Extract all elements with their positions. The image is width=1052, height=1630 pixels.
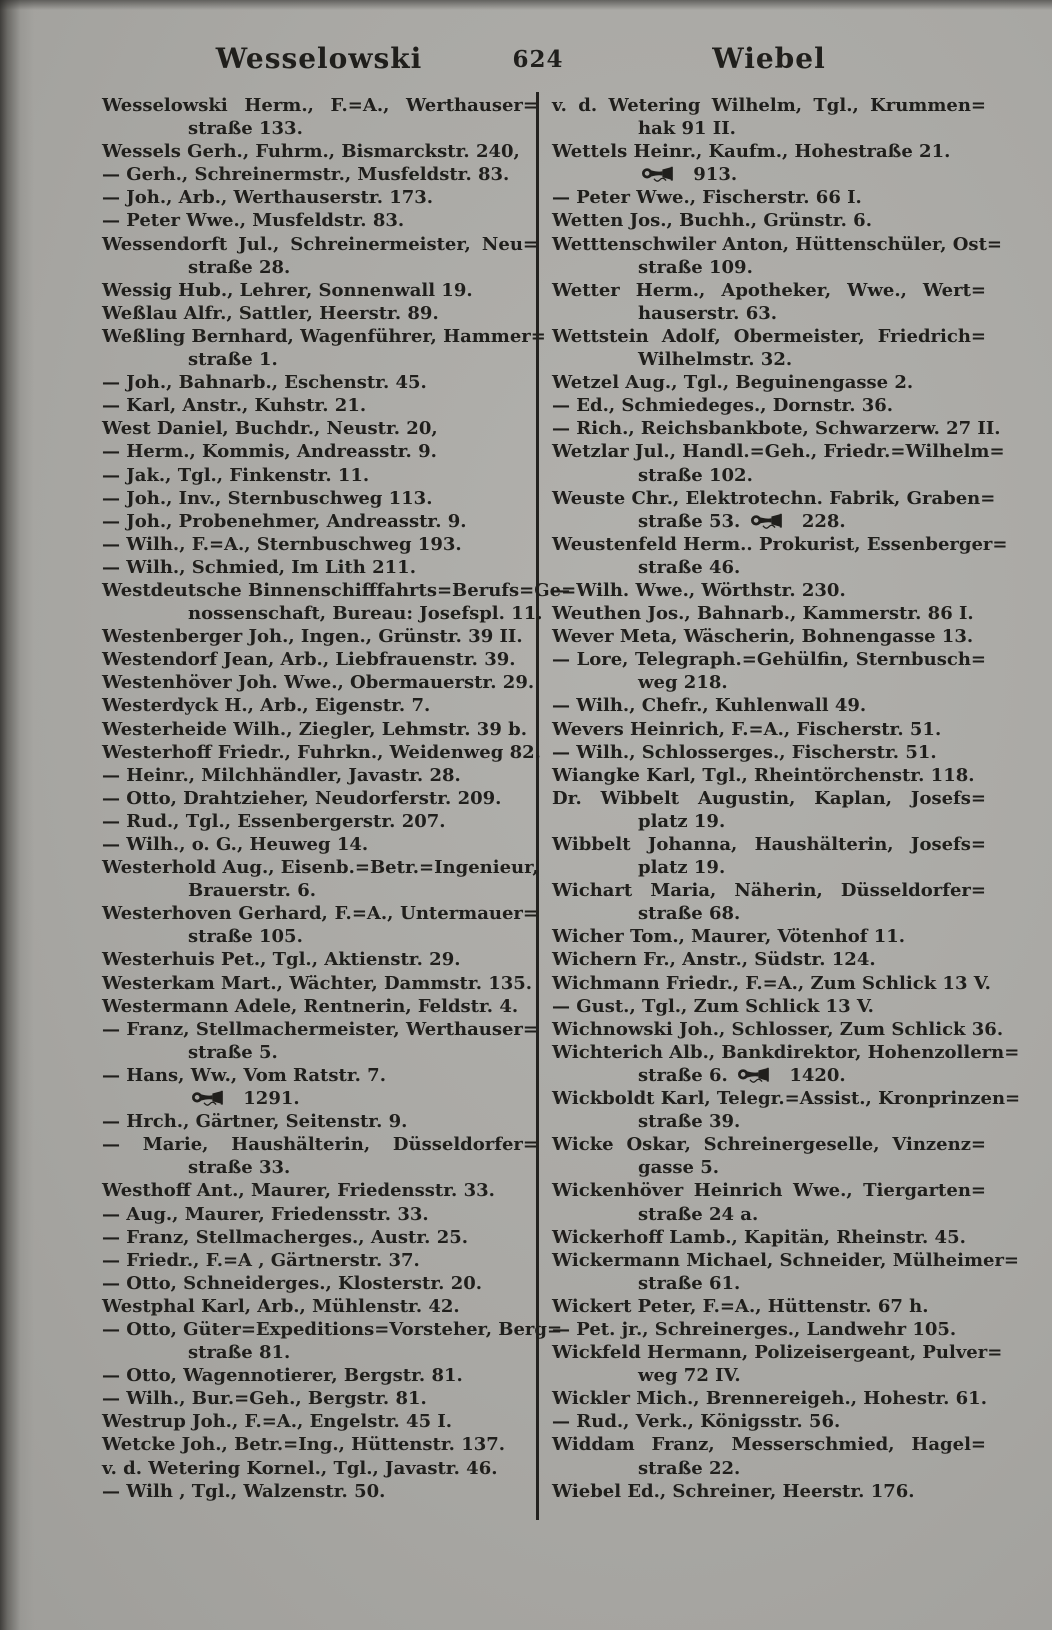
directory-entry bbox=[102, 233, 538, 279]
directory-entry bbox=[552, 394, 986, 417]
entry-line: — Franz, Stellmachermeister, Werthauser= bbox=[102, 1018, 538, 1040]
entry-line: — Pet. jr., Schreinerges., Landwehr 105. bbox=[552, 1318, 957, 1340]
directory-entry bbox=[552, 1018, 1004, 1041]
directory-entry bbox=[102, 764, 538, 787]
directory-entry bbox=[552, 1226, 986, 1249]
directory-entry bbox=[102, 533, 538, 556]
directory-entry bbox=[552, 487, 996, 533]
entry-line: Westerkam Mart., Wächter, Dammstr. 135. bbox=[102, 972, 533, 994]
directory-entry bbox=[102, 833, 538, 856]
entry-line: Wicher Tom., Maurer, Vötenhof 11. bbox=[552, 926, 906, 948]
entry-line: — Gust., Tgl., Zum Schlick 13 V. bbox=[552, 995, 874, 1017]
entry-line: Wibbelt Johanna, Haushälterin, Josefs= bbox=[552, 834, 986, 855]
directory-entry bbox=[552, 925, 986, 948]
telephone-icon bbox=[738, 1065, 774, 1085]
entry-line: — Friedr., F.=A , Gärtnerstr. 37. bbox=[102, 1249, 420, 1271]
entry-line: Westerdyck H., Arb., Eigenstr. 7. bbox=[102, 695, 431, 717]
entry-line: Westermann Adele, Rentnerin, Feldstr. 4. bbox=[102, 995, 519, 1017]
entry-line: Westendorf Jean, Arb., Liebfrauenstr. 39. bbox=[102, 649, 516, 671]
directory-entry bbox=[102, 556, 538, 579]
entry-line: Wicke Oskar, Schreinergeselle, Vinzenz= bbox=[552, 1134, 986, 1156]
entry-line: — Gerh., Schreinermstr., Musfeldstr. 83. bbox=[102, 164, 510, 186]
entry-line: — Wilh , Tgl., Walzenstr. 50. bbox=[102, 1480, 386, 1502]
directory-entry bbox=[102, 209, 538, 232]
entry-line: Westerhold Aug., Eisenb.=Betr.=Ingenieur, bbox=[102, 857, 539, 879]
directory-entry bbox=[552, 94, 986, 140]
entry-line: Wickfeld Hermann, Polizeisergeant, Pulver= bbox=[552, 1342, 1003, 1364]
directory-entry bbox=[102, 1364, 538, 1387]
entry-line: Westhoff Ant., Maurer, Friedensstr. 33. bbox=[102, 1180, 495, 1202]
directory-entry bbox=[552, 648, 986, 694]
entry-line: v. d. Wetering Wilhelm, Tgl., Krummen= bbox=[552, 95, 986, 116]
directory-entry bbox=[552, 787, 986, 833]
entry-line: — Wilh., o. G., Heuweg 14. bbox=[102, 834, 369, 855]
directory-entry bbox=[102, 1179, 538, 1202]
directory-entry bbox=[552, 625, 986, 648]
entry-line: Brauerstr. 6. bbox=[188, 880, 316, 902]
entry-line: Westerheide Wilh., Ziegler, Lehmstr. 39 b. bbox=[102, 718, 527, 740]
entry-line: Wessendorft Jul., Schreinermeister, Neu= bbox=[102, 233, 538, 255]
entry-line: Wichart Maria, Näherin, Düsseldorfer= bbox=[552, 880, 986, 902]
directory-entry bbox=[102, 1433, 538, 1456]
directory-entry bbox=[102, 1249, 538, 1272]
directory-entry bbox=[102, 1480, 538, 1503]
entry-line: Westrup Joh., F.=A., Engelstr. 45 I. bbox=[102, 1411, 453, 1433]
entry-line: straße 81. bbox=[188, 1342, 291, 1364]
entry-line: Weuthen Jos., Bahnarb., Kammerstr. 86 I. bbox=[552, 603, 974, 625]
entry-line: Wetttenschwiler Anton, Hüttenschüler, Ost= bbox=[552, 233, 1002, 255]
entry-line: Wichern Fr., Anstr., Südstr. 124. bbox=[552, 949, 876, 971]
directory-entry bbox=[552, 140, 986, 186]
entry-line: straße 133. bbox=[188, 118, 303, 140]
directory-column-left bbox=[102, 94, 577, 1503]
directory-entry bbox=[552, 417, 1001, 440]
entry-line: 913. bbox=[552, 163, 986, 186]
directory-entry bbox=[102, 279, 538, 302]
entry-line: Wettels Heinr., Kaufm., Hohestraße 21. bbox=[552, 141, 951, 163]
entry-line: Wever Meta, Wäscherin, Bohnengasse 13. bbox=[552, 626, 974, 648]
entry-line: straße 6. 1420. bbox=[638, 1064, 846, 1086]
directory-entry bbox=[102, 302, 538, 325]
entry-line: Westerhoff Friedr., Fuhrkn., Weidenweg 82. bbox=[102, 741, 541, 763]
entry-line: straße 102. bbox=[638, 464, 753, 486]
entry-line: Wickermann Michael, Schneider, Mülheimer= bbox=[552, 1249, 1020, 1271]
directory-entry bbox=[102, 394, 538, 417]
directory-entry bbox=[552, 718, 986, 741]
entry-line: — Marie, Haushälterin, Düsseldorfer= bbox=[102, 1134, 538, 1156]
entry-line: straße 46. bbox=[638, 556, 741, 578]
directory-entry bbox=[102, 325, 546, 371]
directory-entry bbox=[552, 948, 986, 971]
entry-line: Widdam Franz, Messerschmied, Hagel= bbox=[552, 1434, 986, 1456]
entry-line: Wickenhöver Heinrich Wwe., Tiergarten= bbox=[552, 1180, 986, 1202]
entry-line: Wessels Gerh., Fuhrm., Bismarckstr. 240, bbox=[102, 141, 520, 163]
entry-line: Wichmann Friedr., F.=A., Zum Schlick 13 V. bbox=[552, 972, 991, 994]
directory-entry bbox=[552, 209, 986, 232]
entry-line: straße 109. bbox=[638, 256, 753, 278]
directory-entry bbox=[552, 1087, 1021, 1133]
scan-edge-shadow bbox=[0, 0, 34, 1630]
directory-entry bbox=[552, 1249, 1020, 1295]
directory-entry bbox=[102, 440, 538, 463]
entry-line: — Ed., Schmiedeges., Dornstr. 36. bbox=[552, 395, 894, 417]
directory-entry bbox=[552, 764, 986, 787]
entry-line: weg 72 IV. bbox=[638, 1365, 741, 1387]
entry-line: straße 33. bbox=[188, 1157, 291, 1179]
entry-line: hak 91 II. bbox=[638, 118, 736, 140]
entry-line: 1291. bbox=[102, 1087, 538, 1110]
directory-entry bbox=[552, 579, 986, 602]
entry-line: Wickerhoff Lamb., Kapitän, Rheinstr. 45. bbox=[552, 1226, 966, 1248]
entry-line: Wickboldt Karl, Telegr.=Assist., Kronprinzen= bbox=[552, 1088, 1021, 1110]
entry-line: Wickler Mich., Brennereigeh., Hohestr. 61. bbox=[552, 1388, 987, 1410]
entry-line: — Lore, Telegraph.=Gehülfin, Sternbusch= bbox=[552, 649, 986, 671]
directory-entry bbox=[102, 371, 538, 394]
directory-entry bbox=[552, 1387, 986, 1410]
entry-line: Westerhuis Pet., Tgl., Aktienstr. 29. bbox=[102, 949, 461, 971]
entry-line: — Otto, Schneiderges., Klosterstr. 20. bbox=[102, 1272, 483, 1294]
entry-line: straße 22. bbox=[638, 1457, 741, 1479]
entry-line: — Joh., Probenehmer, Andreasstr. 9. bbox=[102, 510, 467, 532]
entry-line: gasse 5. bbox=[638, 1157, 720, 1179]
entry-line: — Peter Wwe., Fischerstr. 66 I. bbox=[552, 187, 862, 209]
entry-line: Wetter Herm., Apotheker, Wwe., Wert= bbox=[552, 279, 986, 301]
entry-line: Wesselowski Herm., F.=A., Werthauser= bbox=[102, 95, 538, 116]
directory-entry bbox=[552, 1318, 986, 1341]
entry-line: straße 39. bbox=[638, 1111, 741, 1133]
entry-line: — Wilh. Wwe., Wörthstr. 230. bbox=[552, 579, 846, 601]
directory-entry bbox=[552, 233, 1002, 279]
entry-line: Wichnowski Joh., Schlosser, Zum Schlick 36. bbox=[552, 1018, 1004, 1040]
entry-line: — Hans, Ww., Vom Ratstr. 7. bbox=[102, 1064, 386, 1086]
entry-line: Wessig Hub., Lehrer, Sonnenwall 19. bbox=[102, 279, 473, 301]
page-number: 624 bbox=[512, 46, 564, 73]
entry-line: Weßlau Alfr., Sattler, Heerstr. 89. bbox=[102, 302, 439, 324]
entry-line: — Peter Wwe., Musfeldstr. 83. bbox=[102, 210, 405, 232]
entry-line: straße 28. bbox=[188, 256, 291, 278]
entry-line: — Otto, Drahtzieher, Neudorferstr. 209. bbox=[102, 787, 502, 809]
entry-line: Weustenfeld Herm.. Prokurist, Essenberger= bbox=[552, 533, 1008, 555]
entry-line: Dr. Wibbelt Augustin, Kaplan, Josefs= bbox=[552, 787, 986, 809]
directory-entry bbox=[102, 510, 538, 533]
entry-line: — Heinr., Milchhändler, Javastr. 28. bbox=[102, 764, 461, 786]
entry-line: Weßling Bernhard, Wagenführer, Hammer= bbox=[102, 325, 546, 347]
entry-line: straße 5. bbox=[188, 1041, 278, 1063]
directory-entry bbox=[102, 579, 577, 625]
entry-line: Westdeutsche Binnenschifffahrts=Berufs=Ge= bbox=[102, 579, 577, 601]
entry-line: — Joh., Inv., Sternbuschweg 113. bbox=[102, 487, 433, 509]
directory-column-right bbox=[552, 94, 1021, 1503]
directory-entry bbox=[102, 671, 538, 694]
directory-entry bbox=[552, 602, 986, 625]
directory-entry bbox=[552, 694, 986, 717]
entry-line: Wetzel Aug., Tgl., Beguinengasse 2. bbox=[552, 372, 914, 394]
entry-line: — Hrch., Gärtner, Seitenstr. 9. bbox=[102, 1111, 408, 1133]
entry-line: — Wilh., Chefr., Kuhlenwall 49. bbox=[552, 695, 867, 717]
directory-entry bbox=[102, 972, 538, 995]
directory-entry bbox=[102, 1226, 538, 1249]
entry-line: straße 61. bbox=[638, 1272, 741, 1294]
directory-entry bbox=[552, 325, 986, 371]
entry-line: — Joh., Bahnarb., Eschenstr. 45. bbox=[102, 372, 427, 394]
directory-entry bbox=[552, 440, 1005, 486]
entry-line: — Herm., Kommis, Andreasstr. 9. bbox=[102, 441, 437, 463]
entry-line: — Wilh., Schlosserges., Fischerstr. 51. bbox=[552, 741, 937, 763]
directory-entry bbox=[102, 1133, 538, 1179]
entry-line: Westenberger Joh., Ingen., Grünstr. 39 II. bbox=[102, 626, 523, 648]
directory-entry bbox=[102, 163, 538, 186]
directory-entry bbox=[552, 1041, 1020, 1087]
entry-line: straße 68. bbox=[638, 903, 741, 925]
directory-entry bbox=[102, 1203, 538, 1226]
entry-line: nossenschaft, Bureau: Josefspl. 11. bbox=[188, 603, 543, 625]
entry-line: — Joh., Arb., Werthauserstr. 173. bbox=[102, 187, 434, 209]
directory-entry bbox=[102, 625, 538, 648]
directory-entry bbox=[102, 787, 538, 810]
telephone-icon bbox=[192, 1088, 228, 1108]
entry-line: Wichterich Alb., Bankdirektor, Hohenzollern= bbox=[552, 1041, 1020, 1063]
directory-entry bbox=[102, 741, 541, 764]
directory-entry bbox=[102, 464, 538, 487]
running-header-right: Wiebel bbox=[712, 42, 826, 75]
directory-entry bbox=[552, 371, 986, 394]
directory-entry bbox=[102, 718, 538, 741]
entry-line: straße 24 a. bbox=[638, 1203, 759, 1225]
directory-entry bbox=[102, 694, 538, 717]
directory-entry bbox=[552, 972, 991, 995]
directory-entry bbox=[552, 741, 986, 764]
directory-entry bbox=[552, 533, 1008, 579]
entry-line: Wetzlar Jul., Handl.=Geh., Friedr.=Wilhelm= bbox=[552, 441, 1005, 463]
entry-line: straße 53. 228. bbox=[638, 510, 846, 532]
directory-entry bbox=[102, 1110, 538, 1133]
directory-entry bbox=[102, 648, 538, 671]
directory-entry bbox=[102, 1387, 538, 1410]
entry-line: — Jak., Tgl., Finkenstr. 11. bbox=[102, 464, 370, 486]
directory-entry bbox=[102, 1272, 538, 1295]
entry-line: — Wilh., Schmied, Im Lith 211. bbox=[102, 556, 416, 578]
directory-entry bbox=[552, 279, 986, 325]
entry-line: platz 19. bbox=[638, 810, 726, 832]
entry-line: — Rud., Verk., Königsstr. 56. bbox=[552, 1411, 841, 1433]
entry-line: — Rich., Reichsbankbote, Schwarzerw. 27 II. bbox=[552, 418, 1001, 440]
entry-line: — Rud., Tgl., Essenbergerstr. 207. bbox=[102, 810, 446, 832]
directory-entry bbox=[102, 1457, 538, 1480]
entry-line: — Aug., Maurer, Friedensstr. 33. bbox=[102, 1203, 429, 1225]
directory-entry bbox=[552, 1410, 986, 1433]
directory-entry bbox=[102, 948, 538, 971]
running-header-left: Wesselowski bbox=[215, 42, 423, 75]
directory-entry bbox=[102, 140, 538, 163]
directory-entry bbox=[102, 487, 538, 510]
directory-entry bbox=[102, 810, 538, 833]
directory-entry bbox=[102, 1018, 538, 1064]
entry-line: weg 218. bbox=[638, 672, 728, 694]
directory-entry bbox=[552, 995, 986, 1018]
entry-line: — Karl, Anstr., Kuhstr. 21. bbox=[102, 395, 367, 417]
directory-entry bbox=[102, 1064, 538, 1110]
entry-line: — Wilh., F.=A., Sternbuschweg 193. bbox=[102, 533, 462, 555]
entry-line: Wiangke Karl, Tgl., Rheintörchenstr. 118. bbox=[552, 764, 975, 786]
entry-line: Wiebel Ed., Schreiner, Heerstr. 176. bbox=[552, 1480, 915, 1502]
entry-line: Wilhelmstr. 32. bbox=[638, 349, 793, 371]
entry-line: Wetcke Joh., Betr.=Ing., Hüttenstr. 137. bbox=[102, 1434, 506, 1456]
directory-entry bbox=[102, 995, 538, 1018]
entry-line: — Otto, Wagennotierer, Bergstr. 81. bbox=[102, 1365, 463, 1387]
directory-entry bbox=[552, 879, 986, 925]
entry-line: straße 105. bbox=[188, 926, 303, 948]
entry-line: Westphal Karl, Arb., Mühlenstr. 42. bbox=[102, 1295, 460, 1317]
entry-line: Wetten Jos., Buchh., Grünstr. 6. bbox=[552, 210, 872, 232]
entry-line: — Wilh., Bur.=Geh., Bergstr. 81. bbox=[102, 1388, 427, 1410]
telephone-icon bbox=[642, 164, 678, 184]
directory-entry bbox=[102, 902, 538, 948]
directory-entry bbox=[102, 94, 538, 140]
entry-line: Wevers Heinrich, F.=A., Fischerstr. 51. bbox=[552, 718, 942, 740]
entry-line: Wettstein Adolf, Obermeister, Friedrich= bbox=[552, 325, 986, 347]
directory-entry bbox=[552, 1179, 986, 1225]
telephone-icon bbox=[751, 511, 787, 531]
directory-entry bbox=[102, 1410, 538, 1433]
directory-entry bbox=[102, 1318, 563, 1364]
directory-entry bbox=[552, 1133, 986, 1179]
entry-line: Weuste Chr., Elektrotechn. Fabrik, Graben= bbox=[552, 487, 996, 509]
entry-line: Wickert Peter, F.=A., Hüttenstr. 67 h. bbox=[552, 1295, 929, 1317]
directory-entry bbox=[552, 1433, 986, 1479]
directory-entry bbox=[102, 856, 538, 902]
entry-line: — Franz, Stellmacherges., Austr. 25. bbox=[102, 1226, 469, 1248]
entry-line: Westenhöver Joh. Wwe., Obermauerstr. 29. bbox=[102, 672, 535, 694]
directory-entry bbox=[102, 186, 538, 209]
directory-entry bbox=[102, 1295, 538, 1318]
directory-entry bbox=[552, 1341, 1003, 1387]
entry-line: — Otto, Güter=Expeditions=Vorsteher, Berg= bbox=[102, 1318, 563, 1340]
entry-line: v. d. Wetering Kornel., Tgl., Javastr. 46. bbox=[102, 1457, 498, 1479]
directory-entry bbox=[552, 1480, 986, 1503]
entry-line: Westerhoven Gerhard, F.=A., Untermauer= bbox=[102, 903, 538, 925]
directory-entry bbox=[102, 417, 538, 440]
directory-entry bbox=[552, 833, 986, 879]
entry-line: hauserstr. 63. bbox=[638, 302, 778, 324]
directory-entry bbox=[552, 186, 986, 209]
entry-line: straße 1. bbox=[188, 349, 278, 371]
directory-entry bbox=[552, 1295, 986, 1318]
entry-line: West Daniel, Buchdr., Neustr. 20, bbox=[102, 418, 438, 440]
entry-line: platz 19. bbox=[638, 857, 726, 879]
scan-top-shadow bbox=[0, 0, 1052, 10]
